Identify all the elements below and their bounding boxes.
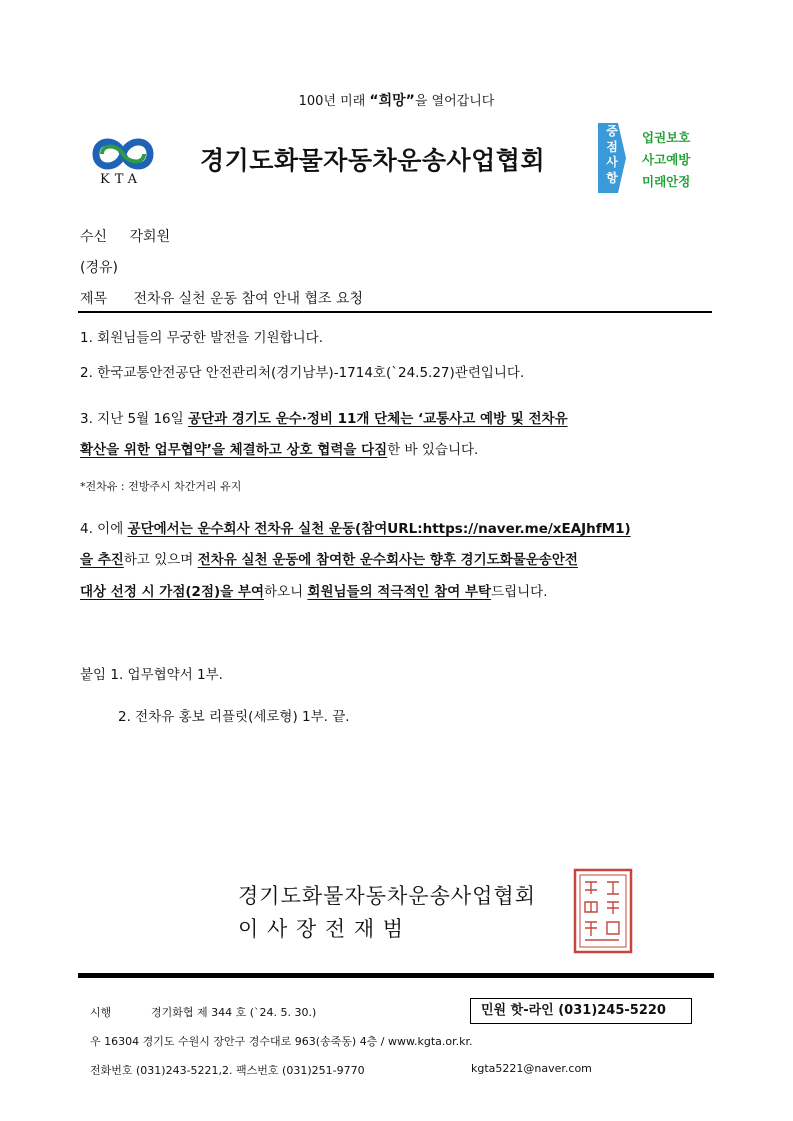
signature-title: 이 사 장 전 재 범 [238,917,405,941]
subject-row [80,288,363,308]
logo-text: KTA [100,172,143,187]
paragraph-1: 1. 회원님들의 무궁한 발전을 기원합니다. [80,330,323,346]
p4-emphasis-5: 회원님들의 적극적인 참여 부탁 [307,584,492,600]
p3-emphasis-2: 확산을 위한 업무협약’을 체결하고 상호 협력을 다짐 [80,442,388,458]
enforce-value: 경기화협 제 344 호 (`24. 5. 30.) [151,1006,317,1019]
paragraph-4-line-3 [80,580,548,600]
paragraph-4-line-2 [80,548,578,568]
p4-url-link[interactable]: 공단에서는 운수회사 전차유 실천 운동(참여URL:https://naver.me/xEAJhfM1) [127,521,631,537]
slogan-emphasis: “희망” [369,93,415,109]
attachment-1: 붙임 1. 업무협약서 1부. [80,667,223,683]
badge-label: 중점사항 [606,124,618,185]
paragraph-3-line-1 [80,407,568,427]
p4-emphasis-3: 전차유 실천 운동에 참여한 운수회사는 향후 경기도화물운송안전 [197,552,578,568]
slogan [0,90,793,110]
slogan-text: 100년 미래 [298,94,370,109]
phone-fax: 전화번호 (031)243-5221,2. 팩스번호 (031)251-9770 [90,1064,365,1077]
recipient-value: 각회원 [129,229,171,245]
via: (경유) [80,260,118,276]
paragraph-2: 2. 한국교통안전공단 안전관리처(경기남부)-1714호(`24.5.27)관련입니다. [80,365,525,381]
official-seal-icon [573,868,633,954]
recipient-label: 수신 [80,229,108,245]
p4-pre: 4. 이에 [80,521,128,537]
attachment-2: 2. 전차유 홍보 리플릿(세로형) 1부. 끝. [118,709,350,725]
email: kgta5221@naver.com [471,1062,592,1075]
paragraph-4-line-1 [80,517,631,537]
subject-divider [78,311,712,313]
recipient-row [80,226,170,246]
signature-org: 경기도화물자동차운송사업협회 [238,884,537,908]
org-name: 경기도화물자동차운송사업협회 [200,146,546,175]
p3-pre: 3. 지난 5월 16일 [80,411,188,427]
paragraph-3-line-2 [80,438,478,458]
slogan-text-end: 을 열어갑니다 [414,94,495,109]
footer-divider [78,973,714,978]
note: *전차유 : 전방주시 차간거리 유지 [80,480,242,493]
priority-2: 사고예방 [642,152,691,167]
subject-label: 제목 [80,291,108,307]
p3-emphasis-1: 공단과 경기도 운수·정비 11개 단체는 ‘교통사고 예방 및 전차유 [187,411,568,427]
p4-mid-2: 하오니 [263,584,308,600]
p4-mid-1: 하고 있으며 [123,552,198,568]
p4-emphasis-2: 을 추진 [80,552,124,568]
p4-post: 드립니다. [491,584,548,600]
p3-post: 한 바 있습니다. [387,442,479,458]
hotline-box: 민원 핫-라인 (031)245-5220 [470,998,692,1024]
address: 우 16304 경기도 수원시 장안구 경수대로 963(송죽동) 4층 / www.kgta.or.kr. [90,1035,473,1048]
subject-value: 전차유 실천 운동 참여 안내 협조 요청 [133,291,364,307]
priority-3: 미래안정 [642,174,691,189]
priority-1: 업권보호 [642,130,691,145]
enforce-label: 시행 [90,1006,112,1019]
p4-emphasis-4: 대상 선정 시 가점(2점)을 부여 [80,584,264,600]
